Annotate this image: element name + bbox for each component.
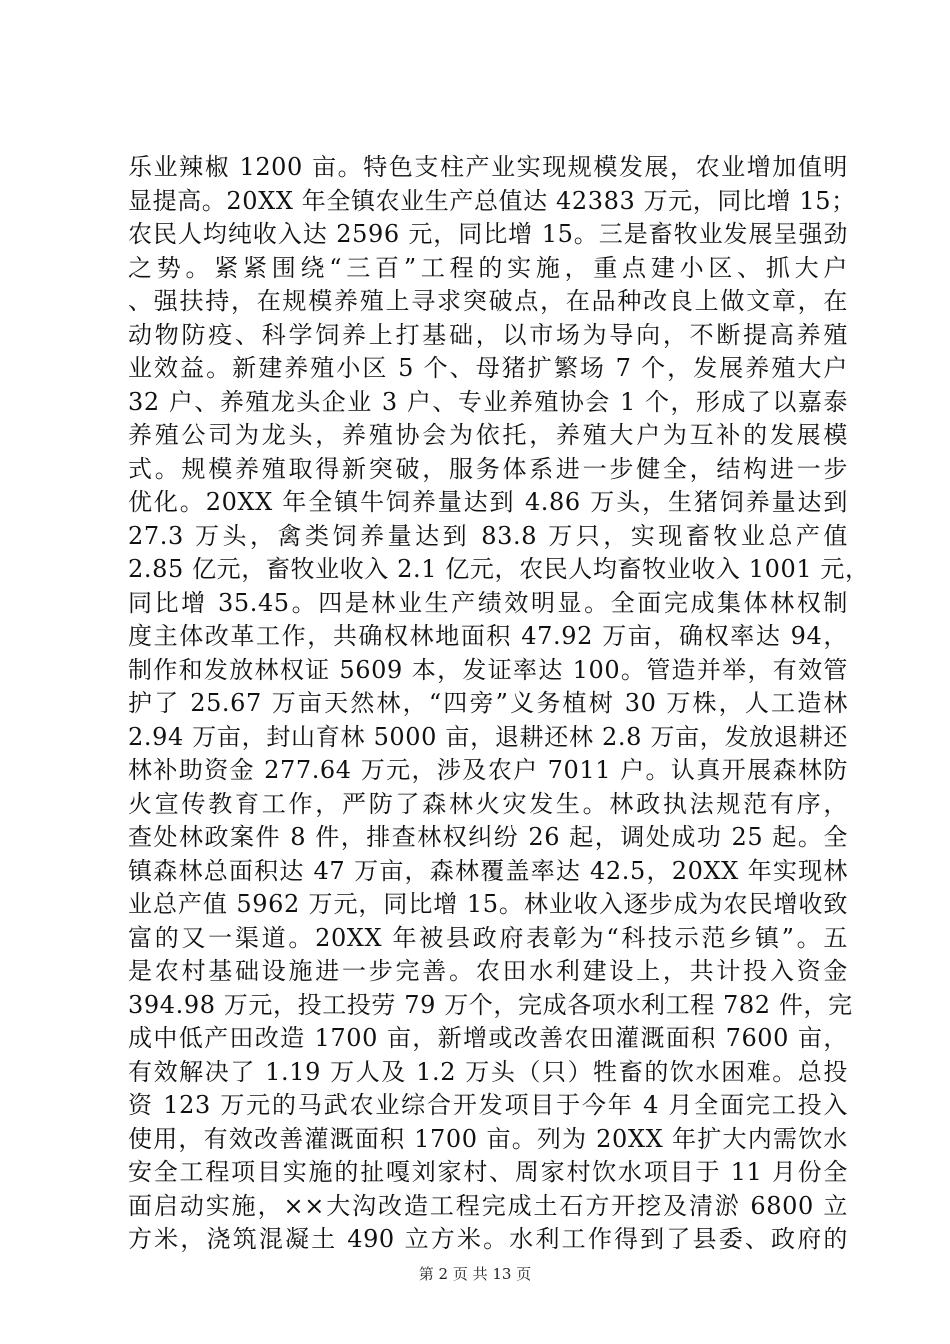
text-line: 业总产值 5962 万元，同比增 15。林业收入逐步成为农民增收致 <box>128 890 848 918</box>
text-line: 查处林政案件 8 件，排查林权纠纷 26 起，调处成功 25 起。全 <box>128 823 848 851</box>
text-line: 394.98 万元，投工投劳 79 万个，完成各项水利工程 782 件，完 <box>128 990 853 1019</box>
text-line: 式。规模养殖取得新突破，服务体系进一步健全，结构进一步 <box>128 454 848 483</box>
text-line: 火宣传教育工作，严防了森林火灾发生。林政执法规范有序， <box>128 789 848 818</box>
text-line: 显提高。20XX 年全镇农业生产总值达 42383 万元，同比增 15； <box>128 186 856 215</box>
body-text <box>128 151 870 1257</box>
text-line: 农民人均纯收入达 2596 元，同比增 15。三是畜牧业发展呈强劲 <box>128 220 848 248</box>
text-line: 是农村基础设施进一步完善。农田水利建设上，共计投入资金 <box>128 957 848 985</box>
text-line: 、强扶持，在规模养殖上寻求突破点，在品种改良上做文章，在 <box>128 287 848 315</box>
text-line: 安全工程项目实施的扯嘎刘家村、周家村饮水项目于 11 月份全 <box>128 1158 848 1186</box>
text-line: 使用，有效改善灌溉面积 1700 亩。列为 20XX 年扩大内需饮水 <box>128 1124 848 1153</box>
text-line: 优化。20XX 年全镇牛饲养量达到 4.86 万头，生猪饲养量达到 <box>128 488 848 516</box>
text-line: 2.85 亿元，畜牧业收入 2.1 亿元，农民人均畜牧业收入 1001 元， <box>128 555 870 583</box>
text-line: 业效益。新建养殖小区 5 个、母猪扩繁场 7 个，发展养殖大户 <box>128 354 848 382</box>
text-line: 资 123 万元的马武农业综合开发项目于今年 4 月全面完工投入 <box>128 1091 848 1119</box>
text-line: 护了 25.67 万亩天然林，“四旁”义务植树 30 万株，人工造林 <box>128 689 848 717</box>
text-line: 32 户、养殖龙头企业 3 户、专业养殖协会 1 个，形成了以嘉泰 <box>128 387 848 416</box>
page-number-footer: 第 2 页 共 13 页 <box>418 1265 532 1283</box>
text-line: 养殖公司为龙头，养殖协会为依托，养殖大户为互补的发展模 <box>128 421 848 449</box>
text-line: 度主体改革工作，共确权林地面积 47.92 万亩，确权率达 94， <box>128 622 848 650</box>
text-line: 2.94 万亩，封山育林 5000 亩，退耕还林 2.8 万亩，发放退耕还 <box>128 722 848 751</box>
text-line: 镇森林总面积达 47 万亩，森林覆盖率达 42.5，20XX 年实现林 <box>128 856 848 885</box>
text-line: 方米，浇筑混凝土 490 立方米。水利工作得到了县委、政府的 <box>128 1225 848 1253</box>
text-line: 林补助资金 277.64 万元，涉及农户 7011 户。认真开展森林防 <box>128 756 848 784</box>
text-line: 同比增 35.45。四是林业生产绩效明显。全面完成集体林权制 <box>128 588 848 617</box>
text-line: 成中低产田改造 1700 亩，新增或改善农田灌溉面积 7600 亩， <box>128 1024 848 1052</box>
text-line: 有效解决了 1.19 万人及 1.2 万头（只）牲畜的饮水困难。总投 <box>128 1057 848 1086</box>
text-line: 动物防疫、科学饲养上打基础，以市场为导向，不断提高养殖 <box>128 320 848 349</box>
text-line: 制作和发放林权证 5609 本，发证率达 100。管造并举，有效管 <box>128 655 848 684</box>
text-line: 富的又一渠道。20XX 年被县政府表彰为“科技示范乡镇”。五 <box>128 923 848 952</box>
text-line: 乐业辣椒 1200 亩。特色支柱产业实现规模发展，农业增加值明 <box>128 153 848 181</box>
text-line: 面启动实施，××大沟改造工程完成土石方开挖及清淤 6800 立 <box>128 1191 848 1220</box>
text-line: 27.3 万头，禽类饲养量达到 83.8 万只，实现畜牧业总产值 <box>128 521 848 550</box>
text-line: 之势。紧紧围绕“三百”工程的实施，重点建小区、抓大户 <box>128 253 848 282</box>
